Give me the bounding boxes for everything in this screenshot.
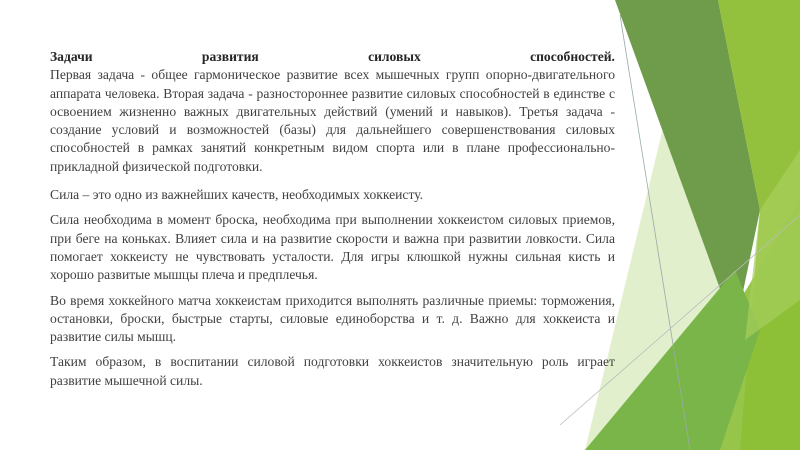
title-word: способностей. <box>530 49 615 64</box>
title-word: силовых <box>368 49 421 64</box>
paragraph-tasks: Первая задача - общее гармоническое развитие всех мышечных групп опорно-двигательного аппарата человека. Вторая задача - разностороннее развитие силовых способностей в единстве с освоением жизненно важных двигательных действий (умений и навыков). Третья задача - создание условий и возможностей (базы) для дальнейшего совершенствования силовых способностей в рамках занятий конкретным видом спорта или в плане профессионально-прикладной физической подготовки. <box>50 67 615 174</box>
paragraph-conclusion: Таким образом, в воспитании силовой подготовки хоккеистов значительную роль играет развитие мышечной силы. <box>50 354 615 388</box>
slide-text <box>50 48 615 397</box>
paragraph-need: Сила необходима в момент броска, необходима при выполнении хоккеистом силовых приемов, при беге на коньках. Влияет сила и на развитие скорости и важна при развитии ловкости. Сила помогает хоккеисту не чувствовать усталости. Для игры клюшкой нужны сильная кисть и хорошо развитые мышцы плеча и предплечья. <box>50 212 615 283</box>
slide-title <box>50 48 615 66</box>
paragraph-strength: Сила – это одно из важнейших качеств, необходимых хоккеисту. <box>50 187 424 203</box>
title-word: Задачи <box>50 49 93 64</box>
title-word: развития <box>201 49 259 64</box>
paragraph-match: Во время хоккейного матча хоккеистам приходится выполнять различные приемы: торможения, остановки, броски, быстрые старты, силовые единоборства и т. д. Важно для хоккеиста и развитие силы мышц. <box>50 292 615 345</box>
